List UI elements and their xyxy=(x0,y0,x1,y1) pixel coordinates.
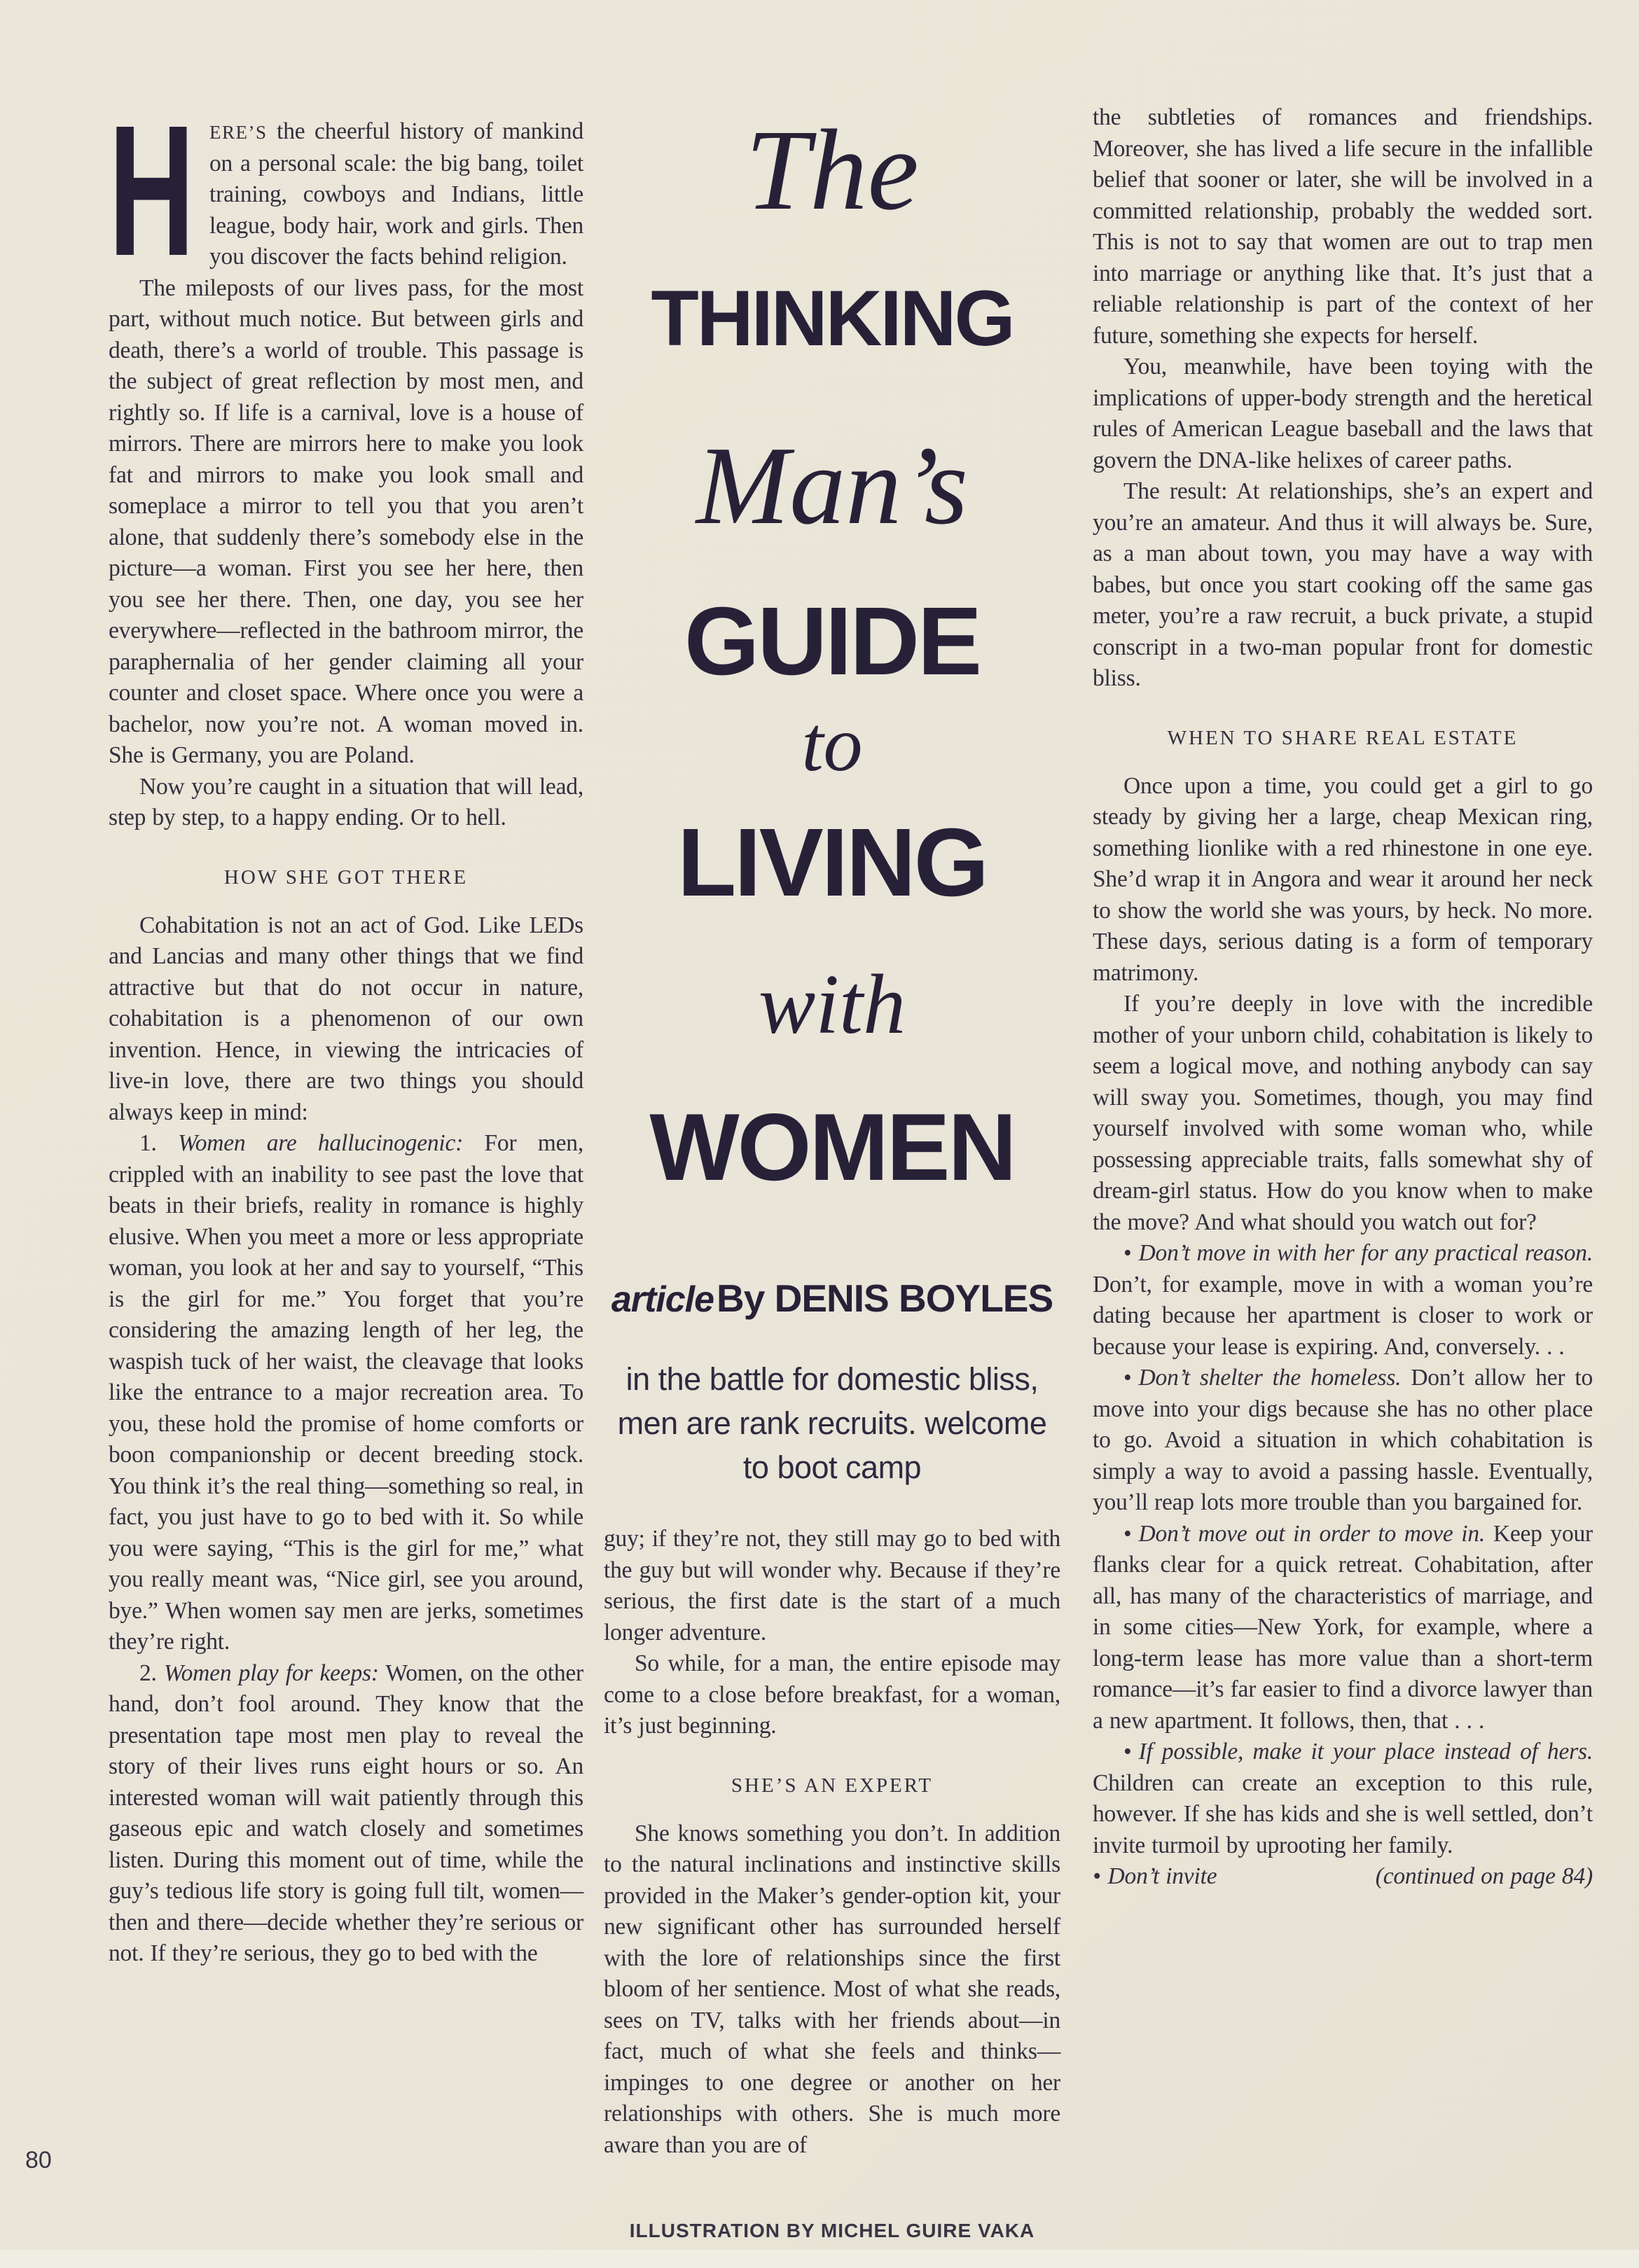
bullet-item xyxy=(1093,1363,1593,1519)
paragraph-text: Children can create an exception to this rule, however. If she has kids and she is well settled, don’t invite turmoil by uprooting her family. xyxy=(1093,1769,1593,1858)
center-column xyxy=(604,0,1060,2268)
subhead-shes-an-expert: SHE’S AN EXPERT xyxy=(731,1774,934,1797)
paragraph: the subtleties of romances and friendships. Moreover, she has lived a life secure in the infallible belief that sooner or later, she will be involved in a committed relationship, probably the wedded sort. This is not to say that women are out to trap men into marriage or anything like that. It’s just that a reliable relationship is part of the context of her future, something she expects for herself. xyxy=(1093,104,1593,349)
item-number: 1. xyxy=(139,1130,157,1156)
title-word-women: WOMEN xyxy=(649,1094,1015,1200)
bullet-icon: • xyxy=(1123,1520,1132,1547)
bullet-icon: • xyxy=(1123,1240,1132,1266)
byline-author: By DENIS BOYLES xyxy=(717,1276,1053,1320)
title-word-to: to xyxy=(801,701,863,788)
page-number: 80 xyxy=(25,2147,52,2173)
subhead-how-she-got-there: HOW SHE GOT THERE xyxy=(223,865,469,889)
illustration-credit: ILLUSTRATION BY MICHEL GUIRE VAKA xyxy=(629,2220,1035,2241)
bullet-item xyxy=(1093,1737,1593,1861)
bullet-item-continued xyxy=(1093,1861,1593,1893)
paragraph: guy; if they’re not, they still may go to bed with the guy but will wonder why. Because if they’re serious, the first date is the start of a much longer adventure. xyxy=(604,1526,1060,1646)
title-word-living: LIVING xyxy=(677,809,988,917)
left-column xyxy=(109,87,583,1970)
bullet-icon: • xyxy=(1093,1863,1101,1889)
bullet-lead-italic: Don’t shelter the homeless. xyxy=(1138,1365,1402,1391)
paragraph-text: Don’t, for example, move in with a woman you’re dating because her apartment is closer to work or because your lease is expiring. And, conversely. . . xyxy=(1093,1271,1593,1360)
paragraph-opening xyxy=(109,87,583,295)
title-word-the: The xyxy=(745,106,919,234)
bullet-icon: • xyxy=(1123,1739,1132,1765)
paragraph-text: the cheerful history of mankind on a personal scale: the big bang, toilet training, cowboys and Indians, little league, body hair, work and girls. Then you discover the facts behind religion. xyxy=(209,118,583,270)
numbered-item-2 xyxy=(109,1658,583,1970)
page-bottom-edge xyxy=(0,2250,1639,2268)
bullet-lead-italic: If possible, make it your place instead of hers. xyxy=(1138,1739,1593,1765)
bullet-lead-italic: Don’t move out in order to move in. xyxy=(1138,1520,1486,1547)
paragraph: The mileposts of our lives pass, for the most part, without much notice. But between girls and death, there’s a world of trouble. This passage is the subject of great reflection by most men, and rightly so. If life is a carnival, love is a house of mirrors. There are mirrors here to make you look fat and mirrors to make you look small and someplace a mirror to tell you that you aren’t alone, that suddenly there’s somebody else in the picture—a woman. First you see her here, then you see her there. Then, one day, you see her everywhere—reflected in the bathroom mirror, the paraphernalia of her gender claiming all your counter and closet space. Where once you were a bachelor, now you’re not. A woman moved in. She is Germany, you are Poland. xyxy=(109,274,583,768)
right-column xyxy=(1093,102,1593,1893)
byline xyxy=(604,1276,1060,1321)
bullet-lead-wrap xyxy=(1093,1861,1217,1893)
paragraph: You, meanwhile, have been toying with the implications of upper-body strength and the heretical rules of American League baseball and the laws that govern the DNA-like helixes of career paths. xyxy=(1093,354,1593,473)
paragraph: Now you’re caught in a situation that will lead, step by step, to a happy ending. Or to hell. xyxy=(109,773,583,830)
title-word-thinking: THINKING xyxy=(651,274,1014,362)
numbered-item-1 xyxy=(109,1128,583,1658)
dropcap-letter: H xyxy=(109,87,195,295)
paragraph-text: For men, crippled with an inability to see past the love that beats in their briefs, reality in romance is highly elusive. When you meet a more or less appropriate woman, you look at her and say to yourself, “This is the girl for me.” You forget that you’re considering the amazing length of her leg, the waspish tuck of her waist, the cleavage that looks like the entrance to a major recreation area. To you, these hold the promise of home comforts or boon companionship or decent breeding stock. You think it’s the real thing—something so real, in fact, you just have to go to bed with it. So while you were saying, “This is the girl for me,” what you really meant was, “Nice girl, see you around, bye.” When women say men are jerks, sometimes they’re right. xyxy=(109,1130,583,1655)
deck-standfirst: in the battle for domestic bliss, men are rank recruits. welcome to boot camp xyxy=(617,1361,1047,1485)
paragraph-text: Keep your flanks clear for a quick retreat. Cohabitation, after all, has many of the characteristics of marriage, and in some cities—New York, for example, where a long-term lease has more value than a short-term romance—it’s far easier to find a divorce lawyer than a new apartment. It follows, then, that . . . xyxy=(1093,1520,1593,1734)
paragraph: Cohabitation is not an act of God. Like LEDs and Lancias and many other things that we find attractive but that do not occur in nature, cohabitation is a phenomenon of our own invention. Hence, in viewing the intricacies of live-in love, there are two things you should always keep in mind: xyxy=(109,912,583,1125)
paragraph: So while, for a man, the entire episode may come to a close before breakfast, for a woman, it’s just beginning. xyxy=(604,1650,1060,1739)
bullet-lead-italic: Don’t invite xyxy=(1107,1863,1217,1889)
title-word-with: with xyxy=(758,957,906,1052)
title-word-guide: GUIDE xyxy=(684,587,981,695)
paragraph-text: Women, on the other hand, don’t fool around. They know that the presentation tape most men play to reveal the story of their lives runs eight hours or so. An interested woman will wait patiently through this gaseous epic and watch closely and sometimes listen. During this moment out of time, while the guy’s tedious life story is going full tilt, women—then and there—decide whether they’re serious or not. If they’re serious, they go to bed with the xyxy=(109,1660,583,1966)
paragraph: If you’re deeply in love with the incredible mother of your unborn child, cohabitation is likely to seem a logical move, and nothing anybody can say will sway you. Sometimes, though, you may find yourself involved with some woman who, while possessing appreciable traits, falls somewhat shy of dream-girl status. How do you know when to make the move? And what should you watch out for? xyxy=(1093,991,1593,1235)
paragraph: The result: At relationships, she’s an expert and you’re an amateur. And thus it will always be. Sure, as a man about town, you may have a way with babes, but once you start cooking off the same gas meter, you’re a raw recruit, a buck private, a stupid conscript in a two-man popular front for domestic bliss. xyxy=(1093,478,1593,691)
continued-note: (continued on page 84) xyxy=(1375,1863,1593,1889)
bullet-item xyxy=(1093,1238,1593,1363)
bullet-icon: • xyxy=(1123,1365,1132,1391)
item-number: 2. xyxy=(139,1660,157,1686)
subhead-when-to-share-real-estate: WHEN TO SHARE REAL ESTATE xyxy=(1167,726,1519,749)
center-body xyxy=(604,1524,1060,2161)
item-lead-italic: Women are hallucinogenic: xyxy=(178,1130,464,1156)
paragraph: Once upon a time, you could get a girl to go steady by giving her a large, cheap Mexican ring, something lionlike with a red rhinestone in one eye. She’d wrap it in Angora and wear it around her neck to show the world she was yours, by heck. No more. These days, serious dating is a form of temporary matrimony. xyxy=(1093,772,1593,986)
byline-kicker: article xyxy=(611,1279,714,1320)
bullet-lead-italic: Don’t move in with her for any practical reason. xyxy=(1138,1240,1593,1266)
paragraph: She knows something you don’t. In addition to the natural inclinations and instinctive skills provided in the Maker’s gender-option kit, your new significant other has surrounded herself with the lore of relationships since the first bloom of her sentience. Most of what she reads, sees on TV, talks with her friends about—in fact, much of what she feels and thinks—impinges to one degree or another on her relationships with others. She is much more aware than you are of xyxy=(604,1820,1060,2158)
paragraph-text: Don’t allow her to move into your digs because she has no other place to go. Avoid a situation in which cohabitation is simply a way to avoid a passing hassle. Eventually, you’ll reap lots more trouble than you bargained for. xyxy=(1093,1365,1593,1515)
opening-small-caps: ERE’S xyxy=(209,122,268,143)
bullet-item xyxy=(1093,1519,1593,1737)
title-word-mans: Man’s xyxy=(696,423,969,548)
item-lead-italic: Women play for keeps: xyxy=(163,1660,379,1686)
